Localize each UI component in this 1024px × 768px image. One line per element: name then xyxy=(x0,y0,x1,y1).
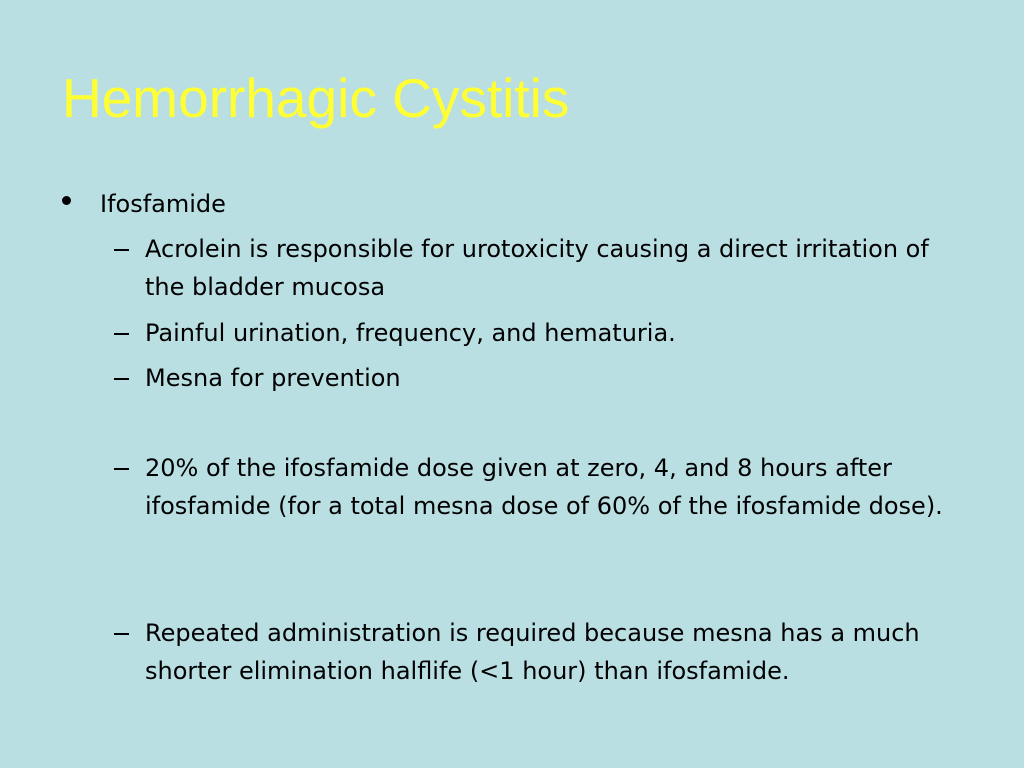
sub-point-repeated-admin: Repeated administration is required because mesna has a much shorter elimination halflife (<1 hour) than ifosfamide. xyxy=(145,619,920,685)
dash-icon xyxy=(114,633,129,635)
dash-icon xyxy=(114,378,129,380)
sub-point-dosing: 20% of the ifosfamide dose given at zero, 4, and 8 hours after ifosfamide (for a total mesna dose of 60% of the ifosfamide dose). xyxy=(145,454,943,520)
dash-icon xyxy=(114,249,129,251)
bullet-ifosfamide: Ifosfamide xyxy=(100,190,226,218)
sub-point-acrolein: Acrolein is responsible for urotoxicity causing a direct irritation of the bladder mucosa xyxy=(145,235,929,301)
dash-icon xyxy=(114,468,129,470)
dash-icon xyxy=(114,333,129,335)
bullet-dot-icon xyxy=(62,196,71,205)
sub-point-mesna: Mesna for prevention xyxy=(145,364,401,392)
sub-point-symptoms: Painful urination, frequency, and hematuria. xyxy=(145,319,676,347)
slide-title: Hemorrhagic Cystitis xyxy=(62,67,570,129)
